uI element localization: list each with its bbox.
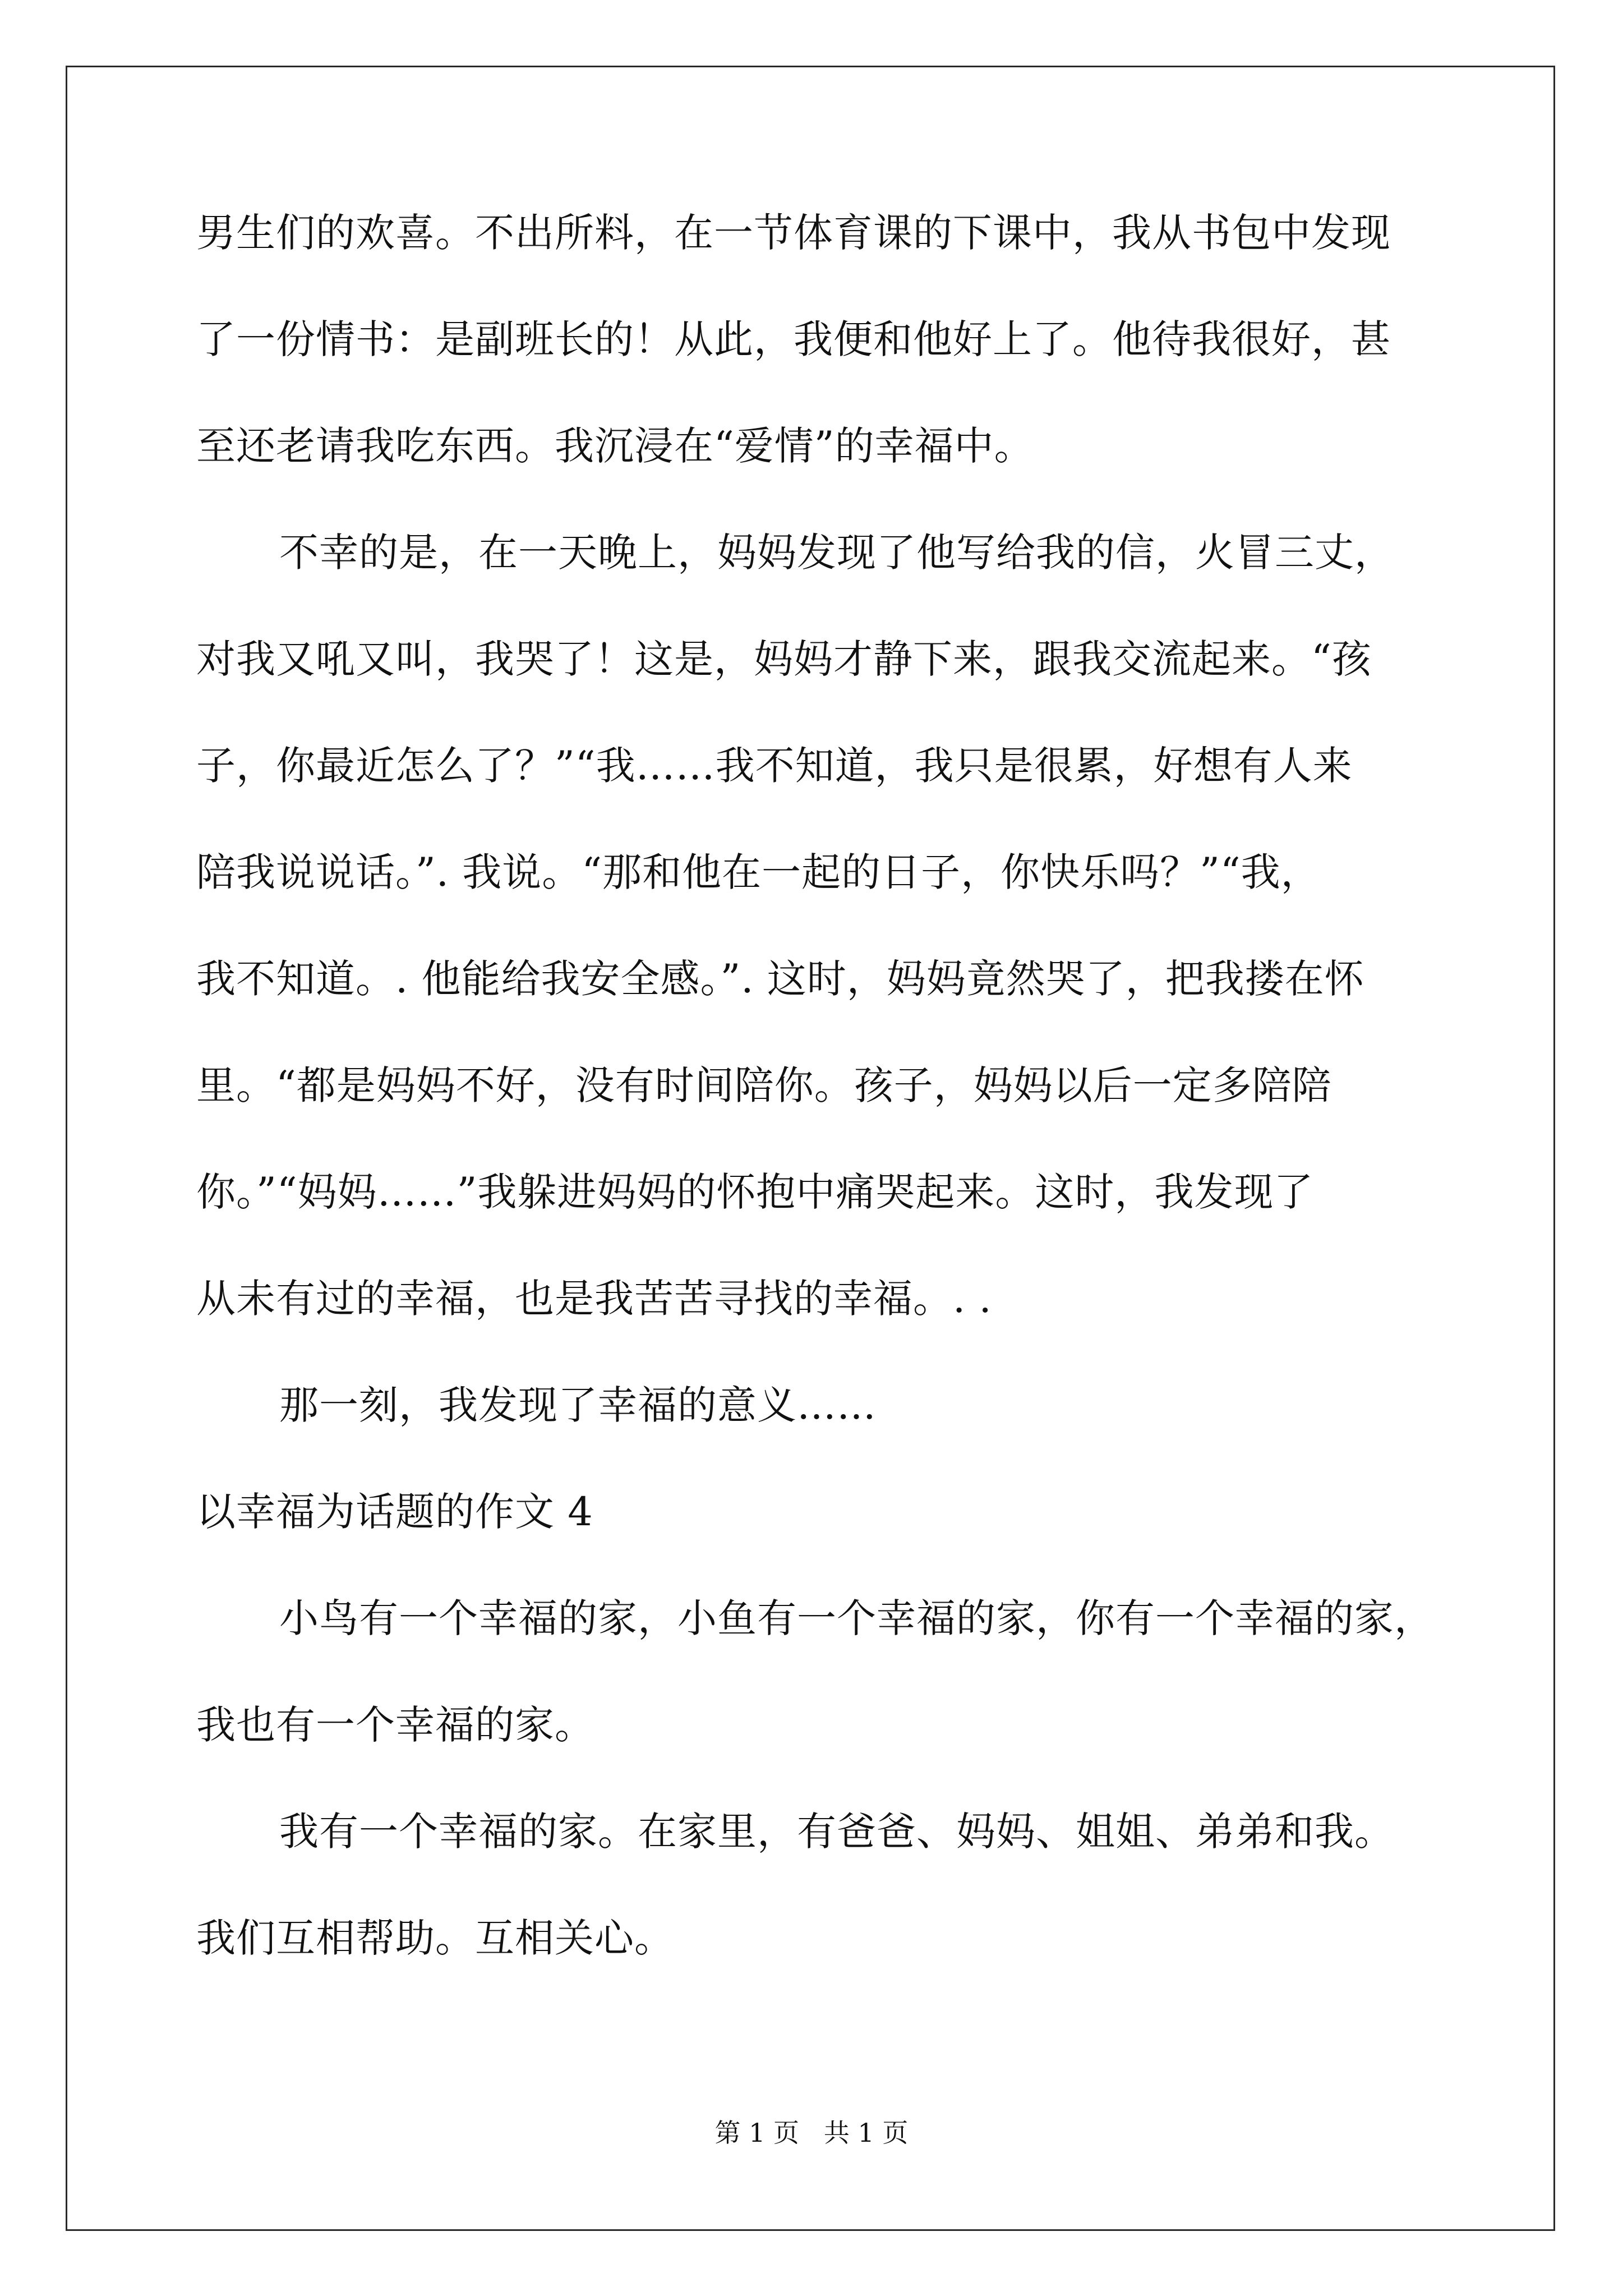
text-line: 我不知道。. 他能给我安全感。”. 这时，妈妈竟然哭了，把我搂在怀 [196, 956, 1364, 1002]
text-line: 从未有过的幸福，也是我苦苦寻找的幸福。. . [196, 1276, 992, 1322]
page-frame [66, 66, 1555, 2231]
text-line: 我们互相帮助。互相关心。 [196, 1915, 674, 1961]
text-line: 陪我说说话。”. 我说。“那和他在一起的日子，你快乐吗？”“我， [196, 849, 1321, 895]
text-line: 对我又吼又叫，我哭了！这是，妈妈才静下来，跟我交流起来。“孩 [196, 636, 1372, 682]
text-line: 子，你最近怎么了？”“我……我不知道，我只是很累，好想有人来 [196, 743, 1353, 789]
paragraph-first-line: 那一刻，我发现了幸福的意义…… [279, 1382, 877, 1428]
text-line: 我也有一个幸福的家。 [196, 1702, 594, 1748]
paragraph-first-line: 小鸟有一个幸福的家，小鱼有一个幸福的家，你有一个幸福的家， [279, 1595, 1434, 1641]
paragraph-first-line: 我有一个幸福的家。在家里，有爸爸、妈妈、姐姐、弟弟和我。 [279, 1809, 1394, 1855]
page-number-footer: 第 1 页 共 1 页 [714, 2118, 909, 2148]
paragraph-first-line: 不幸的是，在一天晚上，妈妈发现了他写给我的信，火冒三丈， [279, 530, 1394, 576]
text-line: 了一份情书：是副班长的！从此，我便和他好上了。他待我很好，甚 [196, 316, 1391, 362]
text-line: 至还老请我吃东西。我沉浸在“爱情”的幸福中。 [196, 423, 1034, 469]
text-line: 男生们的欢喜。不出所料，在一节体育课的下课中，我从书包中发现 [196, 210, 1391, 256]
text-line: 里。“都是妈妈不好，没有时间陪你。孩子，妈妈以后一定多陪陪 [196, 1062, 1332, 1108]
text-line: 你。”“妈妈……”我躲进妈妈的怀抱中痛哭起来。这时，我发现了 [196, 1169, 1314, 1215]
section-heading: 以幸福为话题的作文 4 [196, 1489, 593, 1535]
